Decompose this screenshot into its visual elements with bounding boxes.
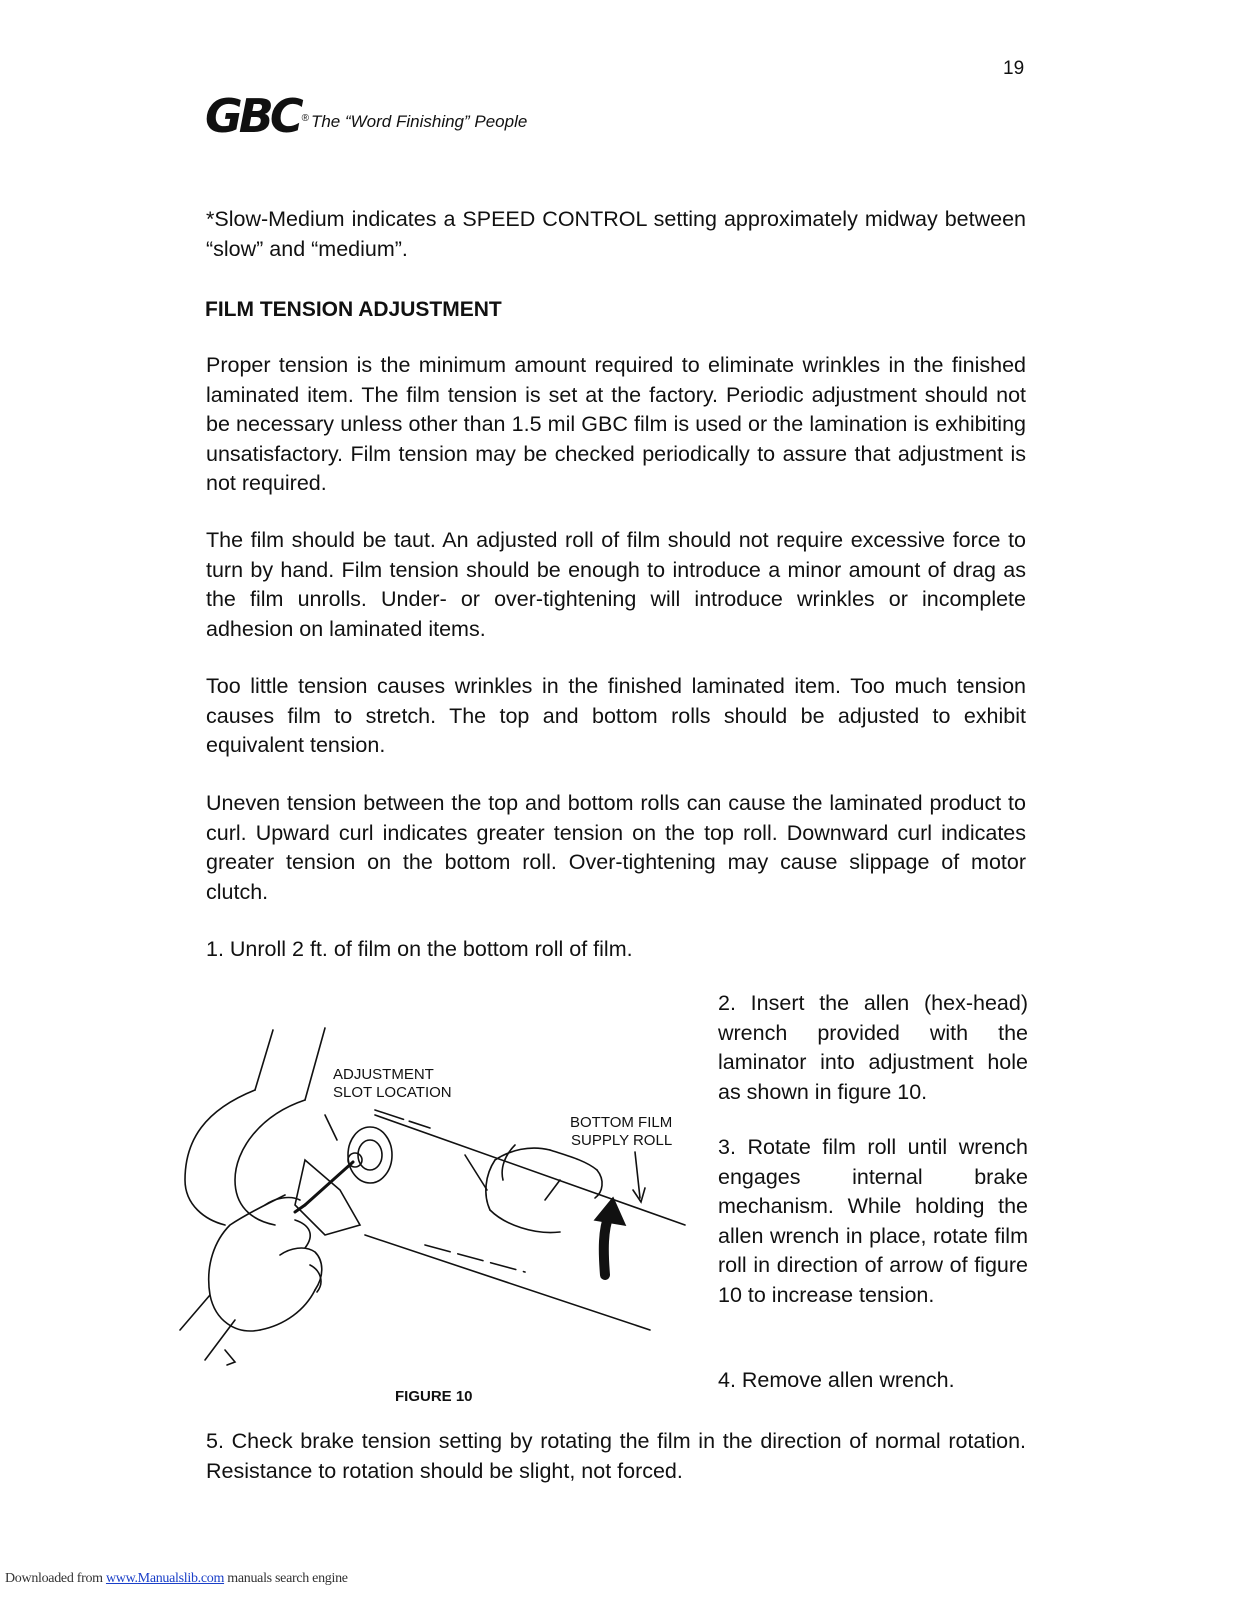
label-bottom-film-line2: SUPPLY ROLL [571, 1132, 673, 1149]
label-bottom-film-line1: BOTTOM FILM [570, 1114, 673, 1131]
step-1: 1. Unroll 2 ft. of film on the bottom roll of film. [206, 937, 633, 961]
logo-tagline: The “Word Finishing” People [310, 112, 528, 131]
paragraph-film-taut: The film should be taut. An adjusted roll of film should not require excessive force to turn by hand. Film tension should be enough to introduce a minor amount of drag as the film unrolls. Under- or over-tightening will introduce wrinkles or incomplete adhesion on laminated items. [206, 528, 1026, 641]
footer-prefix: Downloaded from [5, 1571, 106, 1586]
label-adjustment-slot-line1: ADJUSTMENT [333, 1066, 434, 1083]
download-footer [5, 1571, 348, 1587]
step-4: 4. Remove allen wrench. [718, 1368, 955, 1392]
figure-caption: FIGURE 10 [395, 1388, 473, 1405]
step-3: 3. Rotate film roll until wrench engages internal brake mechanism. While holding the allen wrench in place, rotate film roll in direction of arrow of figure 10 to increase tension. [718, 1135, 1028, 1307]
manualslib-link[interactable]: www.Manualslib.com [105, 1571, 225, 1586]
paragraph-too-little-tension: Too little tension causes wrinkles in the finished laminated item. Too much tension causes film to stretch. The top and bottom rolls should be adjusted to exhibit equivalent tension. [206, 674, 1026, 757]
registered-mark: ® [301, 113, 309, 124]
figure-10-illustration [165, 1020, 695, 1380]
label-adjustment-slot-line2: SLOT LOCATION [333, 1084, 452, 1101]
step-5: 5. Check brake tension setting by rotating the film in the direction of normal rotation. Resistance to rotation should be slight, not forced. [206, 1429, 1026, 1483]
gbc-logo [205, 89, 528, 143]
paragraph-proper-tension: Proper tension is the minimum amount required to eliminate wrinkles in the finished laminated item. The film tension is set at the factory. Periodic adjustment should not be necessary unless other than 1.5 mil GBC film is used or the lamination is exhibiting unsatisfactory. Film tension may be checked periodically to assure that adjustment is not required. [206, 353, 1026, 495]
logo-mark: GBC [205, 89, 300, 143]
speed-note: *Slow-Medium indicates a SPEED CONTROL setting approximately midway between “slow” and “medium”. [206, 207, 1026, 261]
footer-suffix: manuals search engine [224, 1571, 348, 1586]
section-heading: FILM TENSION ADJUSTMENT [205, 298, 502, 321]
page-number: 19 [1003, 58, 1025, 79]
paragraph-uneven-tension: Uneven tension between the top and bottom rolls can cause the laminated product to curl. Upward curl indicates greater tension on the top roll. Downward curl indicates greater tension on the bottom roll. Over-tightening may cause slippage of motor clutch. [206, 791, 1026, 904]
step-2: 2. Insert the allen (hex-head) wrench provided with the laminator into adjustment hole as shown in figure 10. [718, 991, 1028, 1104]
